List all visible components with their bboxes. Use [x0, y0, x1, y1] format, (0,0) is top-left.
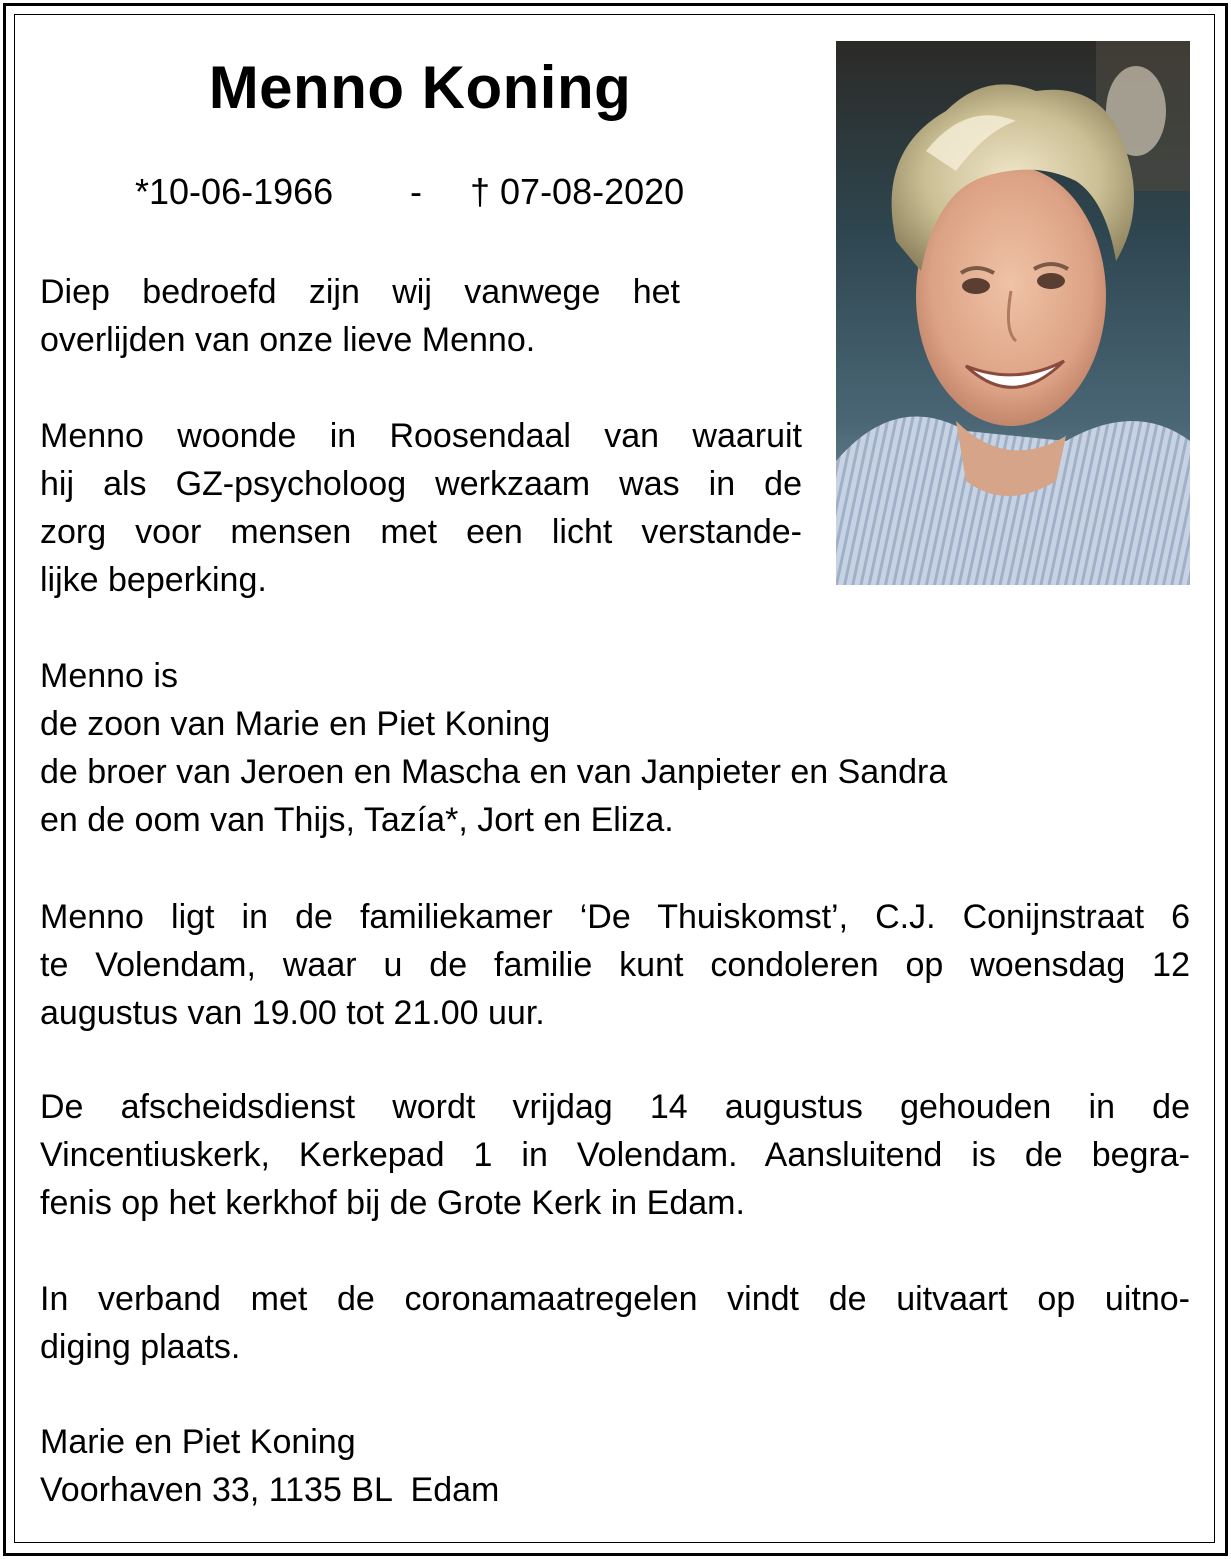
text-line: lijke beperking.: [40, 561, 267, 599]
text-line: te Volendam, waar u de familie kunt condoleren op woensdag 12: [40, 946, 1190, 984]
text-line: fenis op het kerkhof bij de Grote Kerk in Edam.: [40, 1184, 745, 1222]
paragraph-corona-notice: [40, 1275, 1190, 1371]
birth-date: *10-06-1966: [135, 171, 334, 212]
date-separator: -: [410, 171, 422, 212]
deceased-name: Menno Koning: [208, 54, 632, 121]
text-line: In verband met de coronamaatregelen vindt de uitvaart op uitno-: [40, 1280, 1190, 1318]
text-line: Voorhaven 33, 1135 BL Edam: [40, 1471, 500, 1509]
portrait-illustration: [836, 41, 1190, 585]
text-line: Diep bedroefd zijn wij vanwege het: [40, 273, 680, 311]
text-line: augustus van 19.00 tot 21.00 uur.: [40, 994, 545, 1032]
text-line: hij als GZ-psycholoog werkzaam was in de: [40, 465, 802, 503]
text-line: en de oom van Thijs, Tazía*, Jort en Eliza.: [40, 801, 674, 839]
text-line: zorg voor mensen met een licht verstande-: [40, 513, 802, 551]
correspondence-address: [40, 1418, 1190, 1514]
text-line: Vincentiuskerk, Kerkepad 1 in Volendam. Aansluitend is de begra-: [40, 1136, 1190, 1174]
paragraph-family: [40, 652, 1190, 844]
paragraph-condolence: [40, 268, 680, 364]
text-line: De afscheidsdienst wordt vrijdag 14 augustus gehouden in de: [40, 1088, 1190, 1126]
text-line: Marie en Piet Koning: [40, 1423, 356, 1461]
paragraph-service: [40, 1083, 1190, 1227]
portrait-photo: [836, 41, 1190, 585]
paragraph-viewing: [40, 893, 1190, 1037]
text-line: de broer van Jeroen en Mascha en van Janpieter en Sandra: [40, 753, 948, 791]
text-line: overlijden van onze lieve Menno.: [40, 321, 536, 359]
text-line: diging plaats.: [40, 1328, 241, 1366]
text-line: Menno woonde in Roosendaal van waaruit: [40, 417, 802, 455]
text-line: Menno ligt in de familiekamer ‘De Thuiskomst’, C.J. Conijnstraat 6: [40, 898, 1190, 936]
paragraph-occupation: [40, 412, 802, 604]
text-line: Menno is: [40, 657, 178, 695]
text-line: de zoon van Marie en Piet Koning: [40, 705, 551, 743]
death-date: † 07-08-2020: [470, 171, 685, 212]
